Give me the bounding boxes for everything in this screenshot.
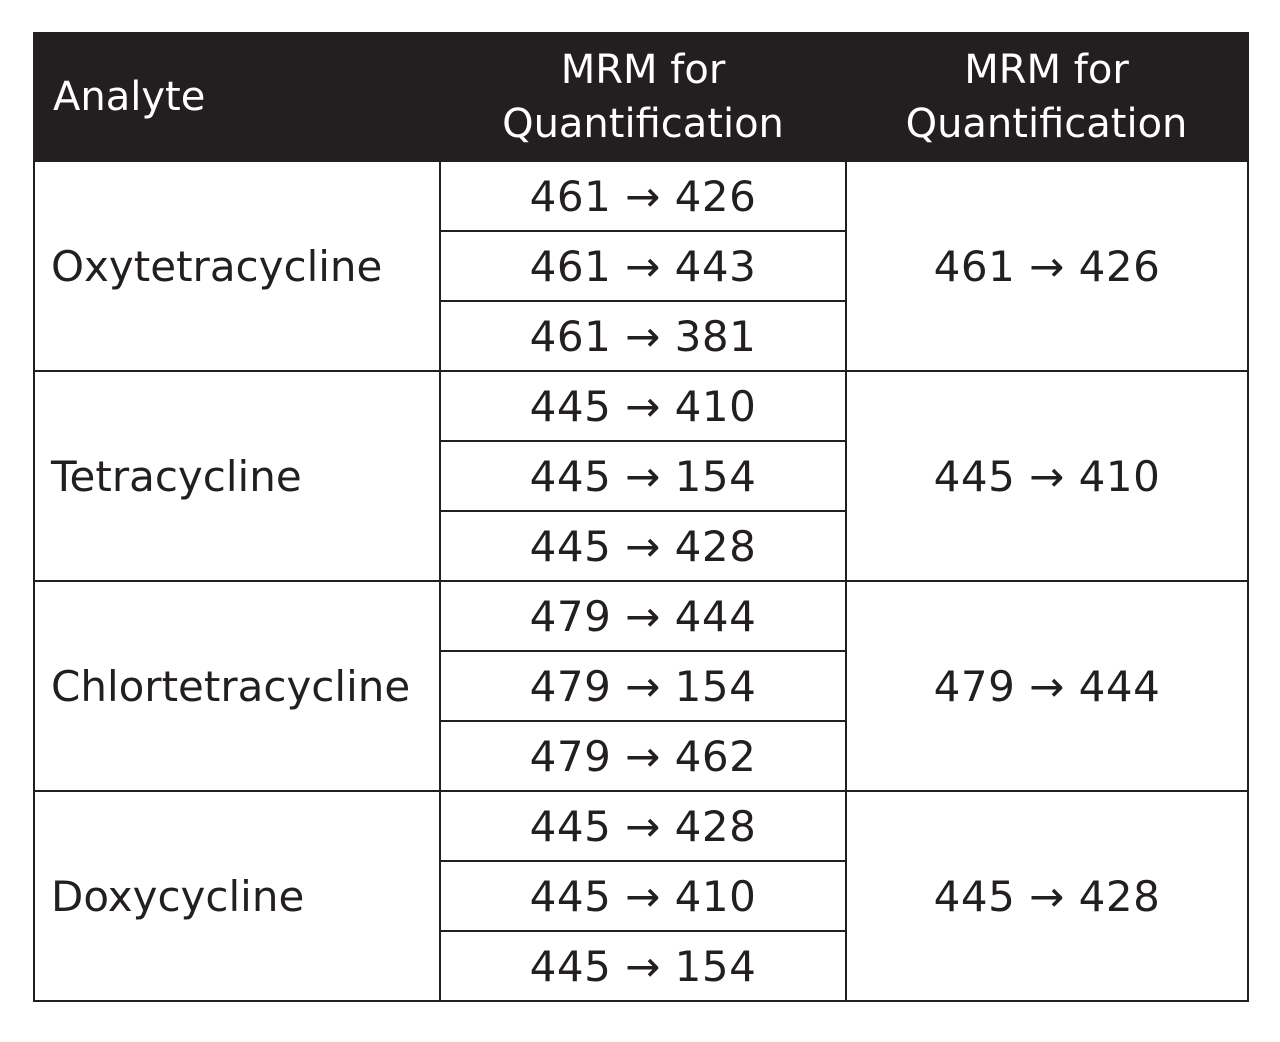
table-header: [34, 33, 1248, 161]
mrm-column-header-1: MRM for Quantification: [440, 33, 846, 161]
analyte-cell: Doxycycline: [34, 791, 440, 1001]
mrm-column-header-2: MRM for Quantification: [846, 33, 1248, 161]
quantification-cell: 461 → 426: [846, 161, 1248, 371]
quantification-cell: 479 → 444: [846, 581, 1248, 791]
analyte-column-header: Analyte: [34, 33, 440, 161]
quantification-cell: 445 → 428: [846, 791, 1248, 1001]
transition-cell: 445 → 428: [440, 791, 846, 861]
mrm-table: [33, 32, 1249, 1002]
table-row: [34, 791, 1248, 861]
transition-cell: 461 → 426: [440, 161, 846, 231]
transition-cell: 479 → 444: [440, 581, 846, 651]
table-row: [34, 581, 1248, 651]
transition-cell: 445 → 410: [440, 371, 846, 441]
header-row: [34, 33, 1248, 161]
transition-cell: 445 → 410: [440, 861, 846, 931]
transition-cell: 461 → 443: [440, 231, 846, 301]
table-row: [34, 161, 1248, 231]
transition-cell: 445 → 154: [440, 441, 846, 511]
analyte-cell: Oxytetracycline: [34, 161, 440, 371]
table-row: [34, 371, 1248, 441]
transition-cell: 461 → 381: [440, 301, 846, 371]
analyte-cell: Tetracycline: [34, 371, 440, 581]
quantification-cell: 445 → 410: [846, 371, 1248, 581]
transition-cell: 445 → 428: [440, 511, 846, 581]
table-body: [34, 161, 1248, 1001]
transition-cell: 479 → 462: [440, 721, 846, 791]
transition-cell: 445 → 154: [440, 931, 846, 1001]
transition-cell: 479 → 154: [440, 651, 846, 721]
analyte-cell: Chlortetracycline: [34, 581, 440, 791]
